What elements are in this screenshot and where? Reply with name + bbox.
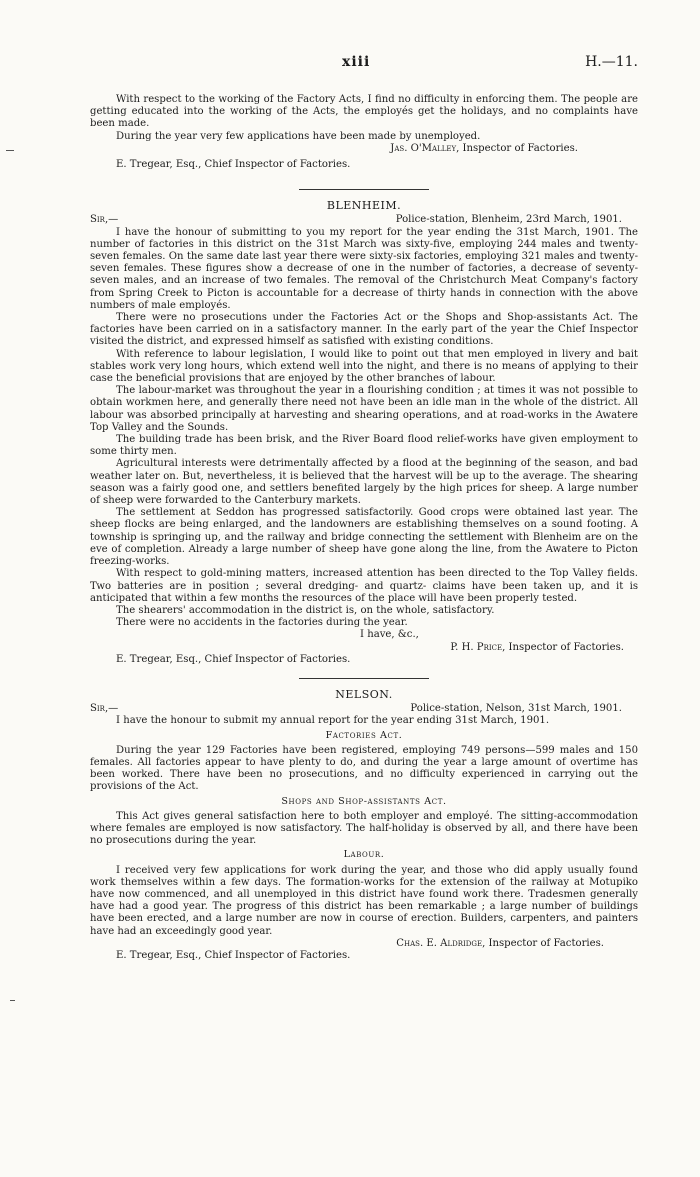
margin-mark bbox=[6, 150, 14, 151]
salutation: Sir,— bbox=[90, 703, 119, 715]
addressee: E. Tregear, Esq., Chief Inspector of Factories. bbox=[116, 159, 351, 171]
address-line: Police-station, Blenheim, 23rd March, 1901. bbox=[395, 214, 622, 226]
document-reference: H.—11. bbox=[585, 54, 638, 70]
signature-name: P. H. Price, bbox=[450, 641, 506, 653]
paragraph: I received very few applications for work during the year, and those who did apply usually found work themselves within a few days. The formation-works for the extension of the railway at Motupiko have now commenced, and all unemployed in this district have found work there. Tradesmen generally have had a good year. The progress of this district has been remarkable ; a large number of buildings have been erected, and a large number are now in course of erection. Builders, carpenters, and painters have had an exceedingly good year. bbox=[90, 864, 638, 937]
signature bbox=[90, 143, 638, 155]
section-divider bbox=[299, 189, 429, 190]
signature-name: Chas. E. Aldridge, bbox=[396, 937, 486, 949]
subheading-shops-act: Shops and Shop-assistants Act. bbox=[281, 795, 447, 807]
subheading-factories-act: Factories Act. bbox=[325, 729, 403, 741]
section-divider bbox=[299, 678, 429, 679]
page-header bbox=[90, 56, 638, 76]
address-line: Police-station, Nelson, 31st March, 1901. bbox=[410, 703, 622, 715]
paragraph: The building trade has been brisk, and the River Board flood relief-works have given employment to some thirty men. bbox=[90, 434, 638, 458]
paragraph: During the year very few applications have been made by unemployed. bbox=[116, 130, 481, 142]
addressee: E. Tregear, Esq., Chief Inspector of Factories. bbox=[116, 949, 351, 961]
paragraph: This Act gives general satisfaction here to both employer and employé. The sitting-accommodation where females are employed is now satisfactory. The half-holiday is observed by all, and there have been no prosecutions during the year. bbox=[90, 810, 638, 847]
paragraph: With reference to labour legislation, I would like to point out that men employed in livery and bait stables work very long hours, which extend well into the night, and there is no means of applying to their case the beneficial provisions that are enjoyed by the other branches of labour. bbox=[90, 348, 638, 385]
page-body bbox=[90, 94, 638, 962]
salutation-row bbox=[90, 214, 638, 226]
paragraph: The labour-market was throughout the year in a flourishing condition ; at times it was not possible to obtain workmen here, and generally there need not have been an idle man in the whole of the district. All labour was absorbed principally at harvesting and shearing operations, and at road-works in the Awatere Top Valley and the Sounds. bbox=[90, 385, 638, 433]
salutation-row bbox=[90, 703, 638, 715]
paragraph: With respect to gold-mining matters, increased attention has been directed to the Top Valley fields. Two batteries are in position ; several dredging- and quartz- claims have been taken up, and it is anticipated that within a few months the resources of the place will have been properly tested. bbox=[90, 568, 638, 604]
paragraph: With respect to the working of the Factory Acts, I find no difficulty in enforcing them. The people are getting educated into the working of the Acts, the employés get the holidays, and no complaints have been made. bbox=[90, 94, 638, 130]
paragraph: I have the honour to submit my annual report for the year ending 31st March, 1901. bbox=[116, 715, 550, 727]
section-heading-blenheim: BLENHEIM. bbox=[326, 199, 402, 213]
margin-mark bbox=[10, 1000, 15, 1001]
closing: I have, &c., bbox=[360, 629, 419, 641]
section-heading-nelson: NELSON. bbox=[335, 687, 393, 701]
signature-title: Inspector of Factories. bbox=[508, 641, 624, 653]
signature-name: Jas. O'Malley, bbox=[390, 142, 460, 154]
paragraph: Agricultural interests were detrimentally affected by a flood at the beginning of the season, and bad weather later on. But, nevertheless, it is believed that the harvest will be up to the average. The shearing season was a fairly good one, and settlers benefited largely by the high prices for sheep. A large number of sheep were forwarded to the Canterbury markets. bbox=[90, 458, 638, 507]
paragraph: I have the honour of submitting to you my report for the year ending the 31st March, 1901. The number of factories in this district on the 31st March was sixty-five, employing 244 males and twenty-seven females. On the same date last year there were sixty-six factories, employing 321 males and twenty-seven females. These figures show a decrease of one in the number of factories, a decrease of seventy-seven males, and an increase of two females. The removal of the Christchurch Meat Company's factory from Spring Creek to Picton is accountable for a decrease of thirty hands in connection with the above numbers of male employés. bbox=[90, 226, 638, 311]
paragraph: There were no accidents in the factories during the year. bbox=[116, 617, 408, 629]
paragraph: The shearers' accommodation in the district is, on the whole, satisfactory. bbox=[116, 604, 495, 616]
subheading-labour: Labour. bbox=[343, 849, 385, 861]
paragraph: There were no prosecutions under the Factories Act or the Shops and Shop-assistants Act. The factories have been carried on in a satisfactory manner. In the early part of the year the Chief Inspector visited the district, and expressed himself as satisfied with existing conditions. bbox=[90, 312, 638, 348]
signature bbox=[90, 642, 638, 654]
paragraph: The settlement at Seddon has progressed satisfactorily. Good crops were obtained last year. The sheep flocks are being enlarged, and the landowners are establishing themselves on a sound footing. A township is springing up, and the railway and bridge connecting the settlement with Blenheim are on the eve of completion. Already a large number of sheep have gone along the line, from the Awatere to Picton freezing-works. bbox=[90, 507, 638, 568]
salutation: Sir,— bbox=[90, 214, 119, 226]
signature-title: Inspector of Factories. bbox=[462, 142, 578, 154]
signature-title: Inspector of Factories. bbox=[488, 937, 604, 949]
signature bbox=[90, 938, 638, 950]
paragraph: During the year 129 Factories have been registered, employing 749 persons—599 males and 150 females. All factories appear to have plenty to do, and during the year a large amount of overtime has been worked. There have been no prosecutions, and no difficulty experienced in carrying out the provisions of the Act. bbox=[90, 744, 638, 793]
page-number: xiii bbox=[342, 54, 371, 70]
addressee: E. Tregear, Esq., Chief Inspector of Factories. bbox=[116, 653, 351, 665]
